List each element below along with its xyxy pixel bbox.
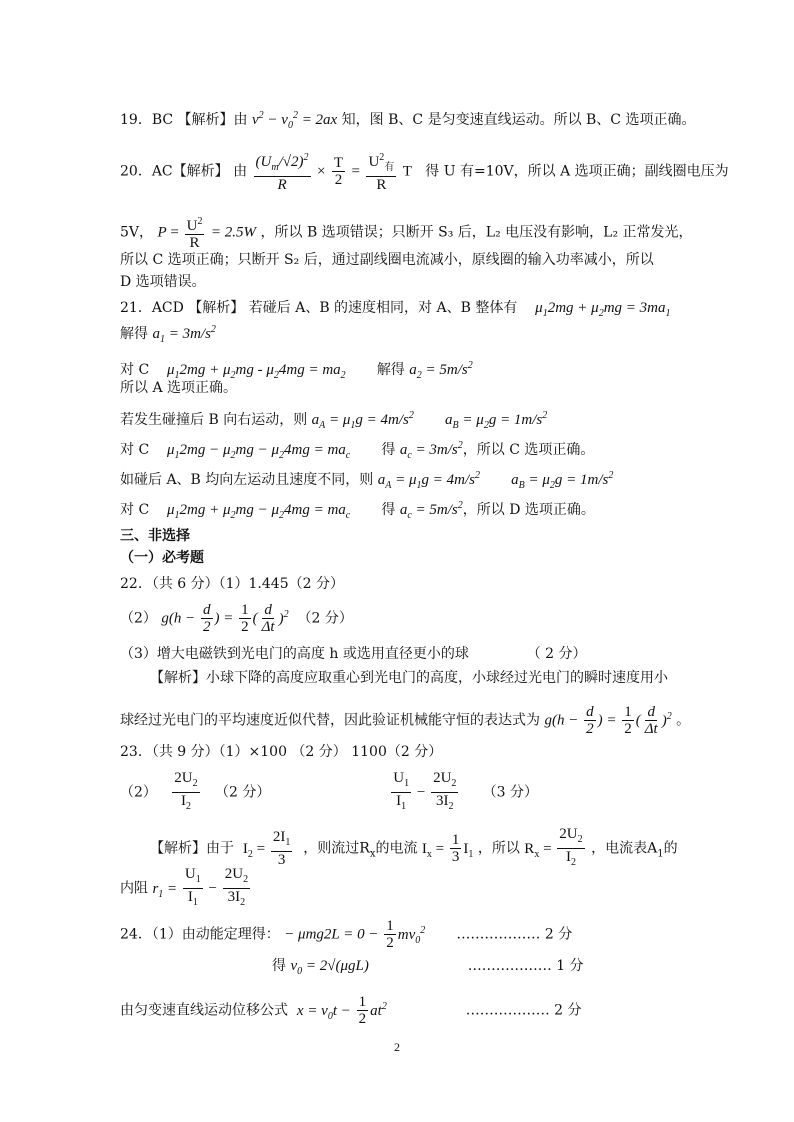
q19-head: 19．BC 【解析】由 <box>120 112 248 128</box>
q23-line2: （2） $\frac{2U_2}{I_2}$ （2 分） $\frac{U_1}{I_1}$ − $\frac{2U_2}{3I_2}$ （3 分） <box>120 770 539 812</box>
q19-formula: $v^2 - v_0^2 = 2ax$ <box>251 110 338 131</box>
q21-c1: 对 C $\mu_12mg + \mu_2mg - \mu_24mg = ma_2$ 解得 $a_2 = 5m/s^2$ <box>120 360 473 381</box>
q20-line3: 所以 C 选项正确；只断开 S₂ 后，通过副线圈电流减小，原线圈的输入功率减小，所以 <box>120 252 654 268</box>
q20-power-frac: $\frac{U^2}{R}$ <box>186 216 203 251</box>
section-title: 三、非选择 <box>120 528 190 544</box>
q21-solve1: 解得 $a_1 = 3m/s^2$ <box>120 324 216 345</box>
q24-line2: 得 $v_0 = 2√(\mu gL)$ ……………… 1 分 <box>272 958 584 977</box>
q22-line1: 22．（共 6 分）（1）1.445（2 分） <box>120 576 344 592</box>
q20-line2: 5V， P = $\frac{U^2}{R}$ = 2.5W ，所以 B 选项错误；只断开 S₃ 后，L₂ 电压没有影响，L₂ 正常发光， <box>120 216 693 251</box>
q19-line <box>120 106 695 136</box>
q24-line1: 24．（1）由动能定理得： − μmg2L = 0 − $\frac{1}{2}$ $mv_0^2$ ……………… 2 分 <box>120 918 573 951</box>
q21-eq1: $\mu_12mg + \mu_2mg = 3ma_1$ <box>535 300 671 319</box>
q20-result: 得 U 有=10V，所以 A 选项正确；副线圈电压为 <box>425 163 729 180</box>
q24-line3: 由匀变速直线运动位移公式 $x = v_0t$ − $\frac{1}{2}$ $at^2$ ……………… 2 分 <box>120 994 582 1027</box>
q22-expl1: 【解析】小球下降的高度应取重心到光电门的高度，小球经过光电门的瞬时速度用小 <box>150 670 668 686</box>
section-subtitle: （一）必考题 <box>120 550 204 566</box>
q21-c1-conc: 所以 A 选项正确。 <box>120 380 238 396</box>
q19-tail: 知，图 B、C 是匀变速直线运动。所以 B、C 选项正确。 <box>341 112 696 128</box>
q22-expl2: 球经过光电门的平均速度近似代替，因此验证机械能守恒的表达式为 g(h − $\frac{d}{2}$ ) = $\frac{1}{2}$ ( $\frac{d}{\Delta t}$ )$^2$ 。 <box>120 704 691 737</box>
q21-c3: 对 C $\mu_12mg + \mu_2mg - \mu_24mg = ma_c$ 得 $a_c = 5m/s^2$，所以 D 选项正确。 <box>120 500 595 521</box>
q23-expl: 【解析】由于 $I_2$ = $\frac{2I_1}{3}$ ，则流过$R_x$的电流 $I_x$ = $\frac{1}{3}$ $I_1$ ，所以 $R_x$ = $\frac{2U_2}{I_2}$ ，电流表$A_1$的 <box>150 826 678 868</box>
page-number: 2 <box>394 1040 400 1054</box>
q23-line1: 23．（共 9 分）（1）×100 （2 分） 1100（2 分） <box>120 744 443 760</box>
q21-b-right: 若发生碰撞后 B 向右运动，则 $a_A = \mu_1g = 4m/s^2$ $a_B = \mu_2g = 1m/s^2$ <box>120 410 548 431</box>
q23-inner: 内阻 $r_1$ = $\frac{U_1}{I_1}$ − $\frac{2U_2}{3I_2}$ <box>120 866 249 908</box>
q21-b-left: 如碰后 A、B 均向左运动且速度不同，则 $a_A = \mu_1g = 4m/s^2$ $a_B = \mu_2g = 1m/s^2$ <box>120 470 614 491</box>
q22-line3: （3）增大电磁铁到光电门的高度 h 或选用直径更小的球 （ 2 分） <box>120 646 587 662</box>
q20-frac-big: $\frac{(U_m/√2)^2}{R}$ <box>255 152 309 193</box>
q21-c2: 对 C $\mu_12mg - \mu_2mg - \mu_24mg = ma_c$ 得 $a_c = 3m/s^2$，所以 C 选项正确。 <box>120 440 595 461</box>
q22-line2: （2） g(h − $\frac{d}{2}$ ) = $\frac{1}{2}$ ( $\frac{d}{\Delta t}$ )$^2$ （2 分） <box>120 602 353 635</box>
q21-line1: 21．ACD 【解析】 若碰后 A、B 的速度相同，对 A、B 整体有 $\mu_12mg + \mu_2mg = 3ma_1$ <box>120 300 671 319</box>
q20-frac-u: $\frac{U^2_有}{R}$ <box>368 152 395 193</box>
q20-frac-t: $\frac{T}{2}$ <box>333 155 344 188</box>
q20-line1: 20．AC【解析】 由 $\frac{(U_m/√2)^2}{R}$ × $\frac{T}{2}$ = $\frac{U^2_有}{R}$ T 得 U 有=10V，所以 A 选项正确；副线圈电压为 <box>120 152 729 193</box>
q20-head: 20．AC【解析】 由 <box>120 163 248 180</box>
q20-line4: D 选项错误。 <box>120 274 206 290</box>
